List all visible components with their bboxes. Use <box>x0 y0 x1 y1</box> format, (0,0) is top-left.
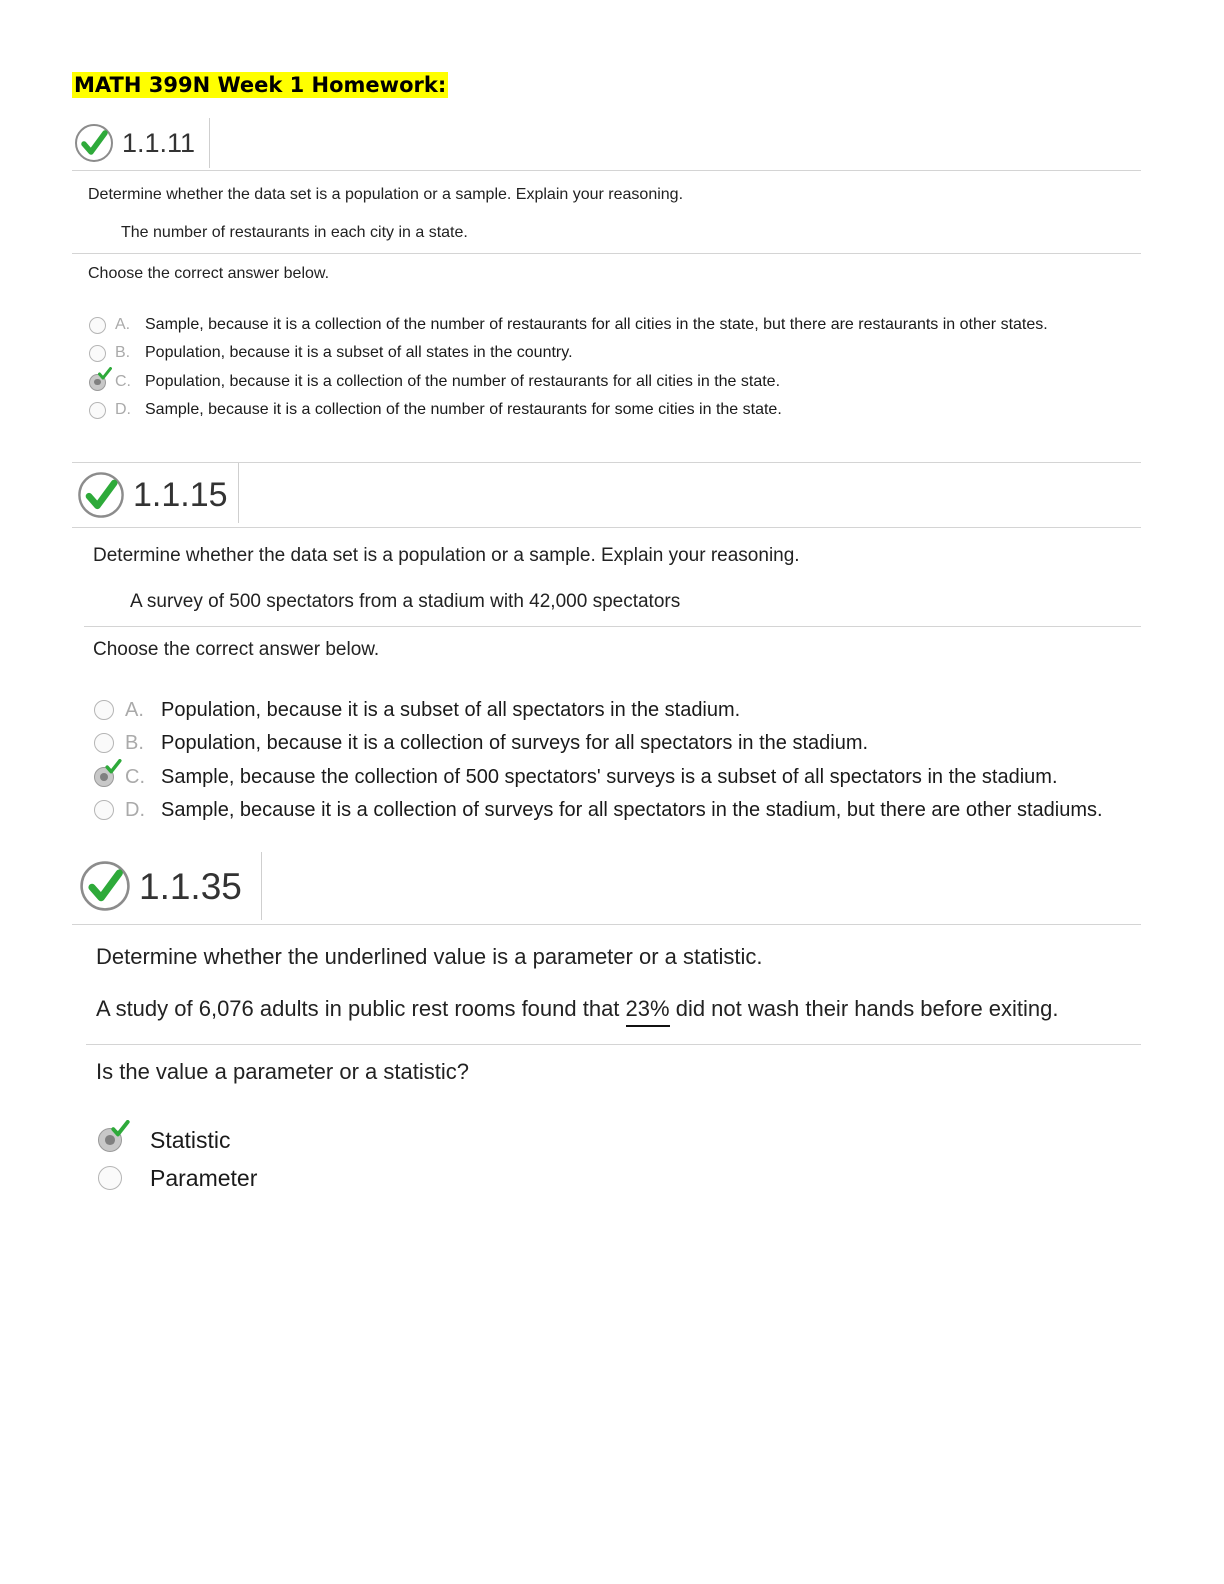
option-letter: A. <box>115 316 131 333</box>
option-letter: B. <box>125 731 144 754</box>
divider <box>72 170 1141 171</box>
option-text: Sample, because the collection of 500 spectators' surveys is a subset of all spectators in the stadium. <box>161 765 1058 788</box>
option-text: Parameter <box>150 1164 258 1191</box>
radio-button[interactable] <box>89 317 106 334</box>
option-text: Population, because it is a collection of surveys for all spectators in the stadium. <box>161 731 869 754</box>
divider <box>72 253 1141 254</box>
divider <box>86 1044 1141 1045</box>
question-1-1-11 <box>72 118 1141 428</box>
dataset-description: The number of restaurants in each city in a state. <box>121 224 468 241</box>
statement <box>96 996 1059 1022</box>
green-check-circle-icon <box>79 860 131 912</box>
question-header <box>77 471 228 519</box>
option-c[interactable] <box>89 372 780 392</box>
option-text: Sample, because it is a collection of the number of restaurants for some cities in the state. <box>145 401 782 418</box>
dataset-description: A survey of 500 spectators from a stadium with 42,000 spectators <box>130 591 681 612</box>
document-title: MATH 399N Week 1 Homework: <box>74 73 447 97</box>
question-prompt: Determine whether the data set is a population or a sample. Explain your reasoning. <box>93 545 800 566</box>
correct-tick-icon <box>111 1120 130 1137</box>
question-prompt: Determine whether the data set is a population or a sample. Explain your reasoning. <box>88 186 684 203</box>
header-separator <box>238 463 239 523</box>
option-text: Population, because it is a subset of all states in the country. <box>145 344 573 361</box>
option-text: Sample, because it is a collection of surveys for all spectators in the stadium, but there are other stadiums. <box>161 798 1103 821</box>
option-text: Statistic <box>150 1126 231 1153</box>
correct-tick-icon <box>105 759 122 774</box>
option-letter: D. <box>125 798 145 821</box>
radio-button[interactable] <box>94 733 114 753</box>
radio-button[interactable] <box>98 1166 122 1190</box>
question-number: 1.1.11 <box>122 127 196 158</box>
option-letter: B. <box>115 344 131 361</box>
option-b[interactable] <box>94 731 868 755</box>
question-header <box>74 123 195 163</box>
statement-text: did not wash their hands before exiting. <box>669 996 1059 1021</box>
radio-button[interactable] <box>94 800 114 820</box>
option-text: Population, because it is a subset of all spectators in the stadium. <box>161 698 741 721</box>
question-1-1-35 <box>72 852 1141 1202</box>
option-text: Sample, because it is a collection of the number of restaurants for all cities in the state, but there are restaurants in other states. <box>145 316 1048 333</box>
option-d[interactable] <box>89 400 782 420</box>
question-number: 1.1.35 <box>139 865 242 907</box>
option-statistic[interactable] <box>98 1126 231 1154</box>
option-letter: C. <box>125 765 145 788</box>
header-separator <box>209 118 210 168</box>
option-a[interactable] <box>89 315 1048 335</box>
radio-button[interactable] <box>89 345 106 362</box>
answer-instruction: Is the value a parameter or a statistic? <box>96 1059 469 1084</box>
option-letter: D. <box>115 401 131 418</box>
radio-button[interactable] <box>89 402 106 419</box>
header-separator <box>261 852 262 920</box>
green-check-circle-icon <box>77 471 125 519</box>
divider <box>72 527 1141 528</box>
divider <box>84 626 1141 627</box>
option-parameter[interactable] <box>98 1164 257 1192</box>
answer-instruction: Choose the correct answer below. <box>88 265 330 282</box>
option-b[interactable] <box>89 343 573 363</box>
divider <box>72 924 1141 925</box>
option-a[interactable] <box>94 698 740 722</box>
radio-button[interactable] <box>94 700 114 720</box>
statement-text: A study of 6,076 adults in public rest rooms found that <box>96 996 626 1021</box>
question-1-1-15 <box>72 463 1141 833</box>
correct-tick-icon <box>98 367 112 380</box>
option-letter: C. <box>115 373 131 390</box>
green-check-circle-icon <box>74 123 114 163</box>
answer-instruction: Choose the correct answer below. <box>93 639 380 660</box>
option-text: Population, because it is a collection of the number of restaurants for all cities in the state. <box>145 373 781 390</box>
question-header <box>79 860 242 912</box>
underlined-value: 23% <box>626 996 670 1027</box>
question-number: 1.1.15 <box>133 476 228 514</box>
option-letter: A. <box>125 698 144 721</box>
option-d[interactable] <box>94 798 1103 822</box>
question-prompt: Determine whether the underlined value is a parameter or a statistic. <box>96 944 763 969</box>
option-c[interactable] <box>94 765 1058 789</box>
